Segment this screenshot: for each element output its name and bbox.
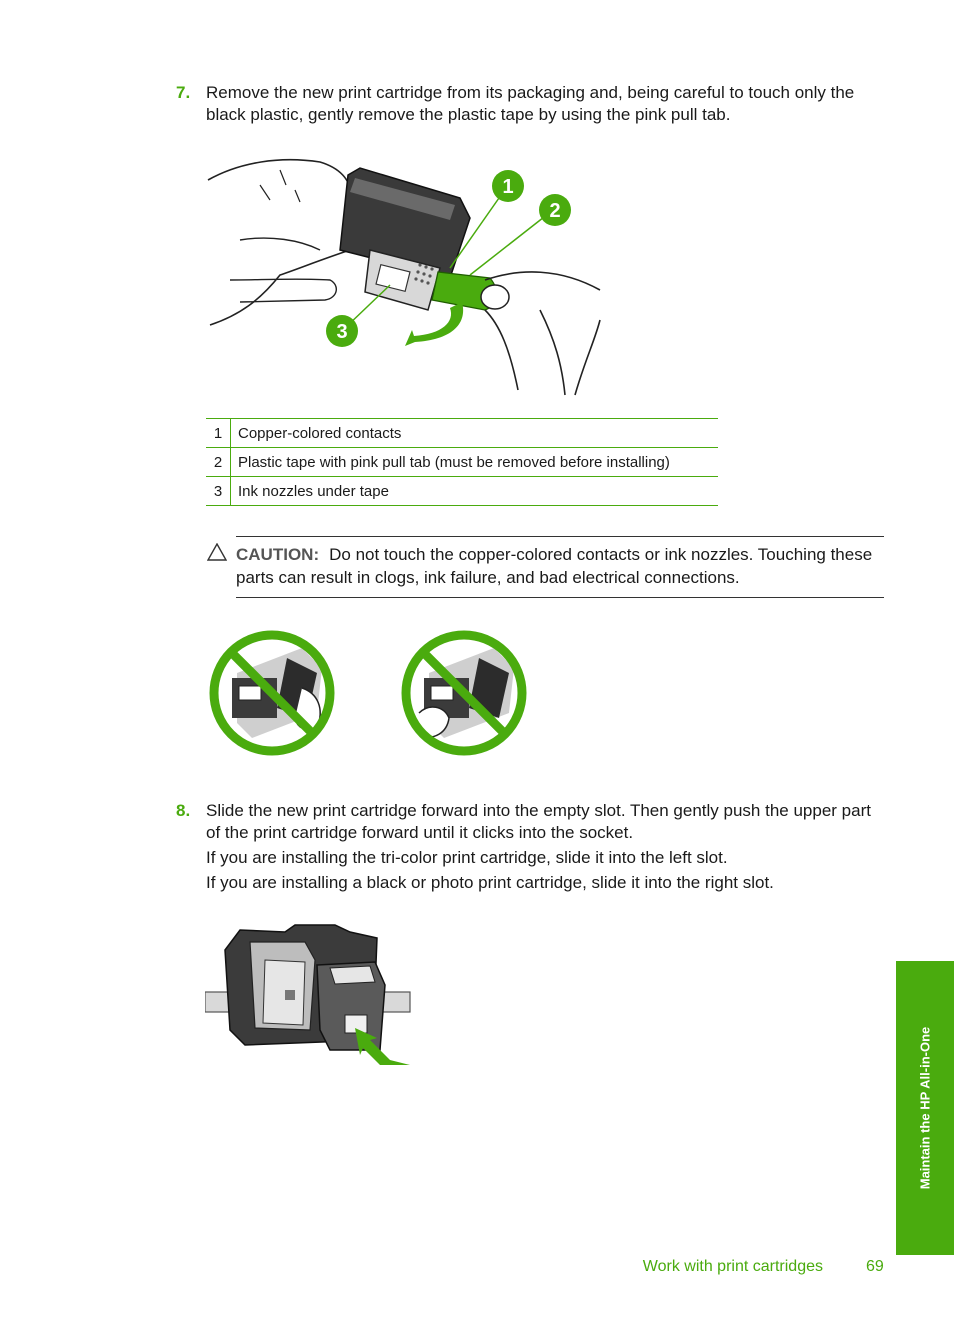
step-number: 8. bbox=[176, 801, 191, 820]
chapter-side-tab-label: Maintain the HP All-in-One bbox=[917, 1026, 933, 1190]
table-row bbox=[206, 448, 718, 477]
step-number: 7. bbox=[176, 83, 191, 102]
cartridge-tape-removal-illustration bbox=[200, 150, 610, 400]
legend-number: 3 bbox=[206, 477, 231, 506]
step-text: Remove the new print cartridge from its packaging and, being careful to touch only the black plastic, gently remove the plastic tape by using the pink pull tab. bbox=[206, 83, 855, 124]
legend-number: 2 bbox=[206, 448, 231, 477]
step-7 bbox=[176, 82, 888, 126]
do-not-touch-contacts-illustration bbox=[207, 628, 337, 758]
table-row bbox=[206, 419, 718, 448]
callout-3: 3 bbox=[336, 321, 348, 343]
callout-legend-table bbox=[206, 418, 718, 506]
caution-label: CAUTION: bbox=[236, 545, 320, 564]
legend-text: Plastic tape with pink pull tab (must be removed before installing) bbox=[231, 448, 719, 477]
caution-note bbox=[236, 536, 884, 598]
callout-1: 1 bbox=[502, 176, 514, 198]
legend-text: Copper-colored contacts bbox=[231, 419, 719, 448]
cartridge-carriage-illustration bbox=[205, 920, 415, 1070]
legend-text: Ink nozzles under tape bbox=[231, 477, 719, 506]
step-text: Slide the new print cartridge forward into the empty slot. Then gently push the upper part of the print cartridge forward until it clicks into the socket. bbox=[206, 801, 871, 842]
legend-number: 1 bbox=[206, 419, 231, 448]
footer-page-number: 69 bbox=[866, 1258, 884, 1275]
step-subtext-tricolor: If you are installing the tri-color print cartridge, slide it into the left slot. bbox=[206, 848, 728, 867]
callout-2: 2 bbox=[549, 200, 561, 222]
step-8 bbox=[176, 800, 888, 894]
caution-triangle-icon bbox=[207, 543, 227, 561]
step-subtext-black: If you are installing a black or photo print cartridge, slide it into the right slot. bbox=[206, 873, 774, 892]
do-not-touch-nozzles-illustration bbox=[399, 628, 529, 758]
footer-section-title: Work with print cartridges bbox=[642, 1258, 823, 1275]
table-row bbox=[206, 477, 718, 506]
caution-text: Do not touch the copper-colored contacts or ink nozzles. Touching these parts can result in clogs, ink failure, and bad electrical connections. bbox=[236, 545, 873, 587]
chapter-side-tab bbox=[896, 961, 954, 1255]
